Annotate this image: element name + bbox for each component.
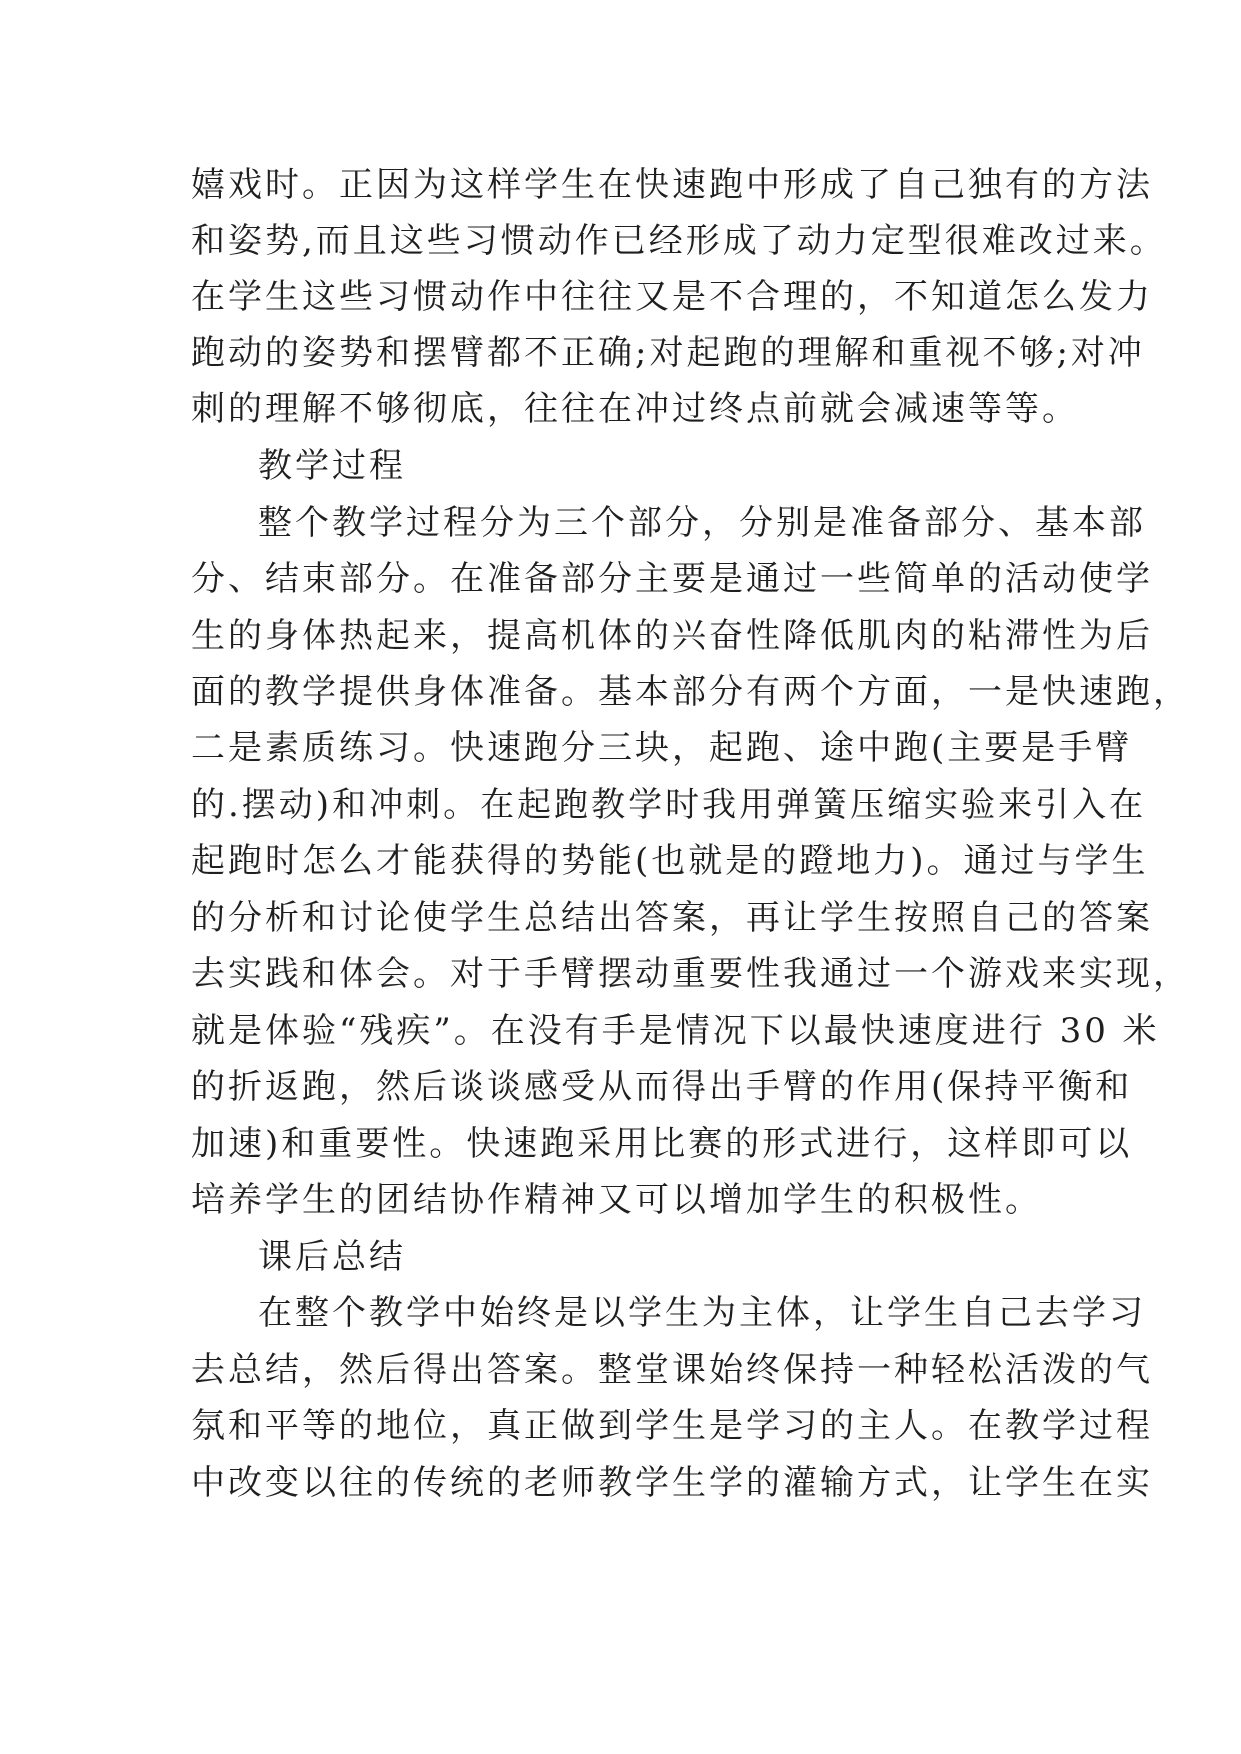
paragraph-line: 在学生这些习惯动作中往往又是不合理的，不知道怎么发力 [191,277,1153,317]
paragraph-line: 刺的理解不够彻底，往往在冲过终点前就会减速等等。 [191,389,1079,429]
paragraph-line: 加速)和重要性。快速跑采用比赛的形式进行，这样即可以 [191,1124,1133,1164]
paragraph-line: 嬉戏时。正因为这样学生在快速跑中形成了自己独有的方法 [191,165,1153,205]
paragraph-line: 就是体验“残疾”。在没有手是情况下以最快速度进行 30 米 [191,1011,1160,1051]
paragraph-line: 的.摆动)和冲刺。在起跑教学时我用弹簧压缩实验来引入在 [191,785,1147,825]
paragraph-line: 面的教学提供身体准备。基本部分有两个方面，一是快速跑， [191,672,1190,712]
paragraph-line: 去总结，然后得出答案。整堂课始终保持一种轻松活泼的气 [191,1350,1153,1390]
paragraph-line: 跑动的姿势和摆臂都不正确;对起跑的理解和重视不够;对冲 [191,333,1145,373]
paragraph-line: 的折返跑，然后谈谈感受从而得出手臂的作用(保持平衡和 [191,1067,1133,1107]
paragraph-line: 去实践和体会。对于手臂摆动重要性我通过一个游戏来实现， [191,954,1190,994]
section-heading-teaching-process: 教学过程 [258,446,406,486]
paragraph-line: 起跑时怎么才能获得的势能(也就是的蹬地力)。通过与学生 [191,841,1149,881]
paragraph-line: 和姿势,而且这些习惯动作已经形成了动力定型很难改过来。 [191,221,1167,261]
paragraph-line: 培养学生的团结协作精神又可以增加学生的积极性。 [191,1180,1042,1220]
paragraph-line: 在整个教学中始终是以学生为主体，让学生自己去学习 [258,1293,1146,1333]
paragraph-line: 分、结束部分。在准备部分主要是通过一些简单的活动使学 [191,559,1153,599]
section-heading-summary: 课后总结 [258,1237,406,1277]
paragraph-line: 氛和平等的地位，真正做到学生是学习的主人。在教学过程 [191,1406,1153,1446]
paragraph-line: 生的身体热起来，提高机体的兴奋性降低肌肉的粘滞性为后 [191,616,1153,656]
paragraph-line: 的分析和讨论使学生总结出答案，再让学生按照自己的答案 [191,898,1153,938]
paragraph-line: 中改变以往的传统的老师教学生学的灌输方式，让学生在实 [191,1463,1153,1503]
paragraph-line: 二是素质练习。快速跑分三块，起跑、途中跑(主要是手臂 [191,728,1133,768]
paragraph-line: 整个教学过程分为三个部分，分别是准备部分、基本部 [258,503,1146,543]
